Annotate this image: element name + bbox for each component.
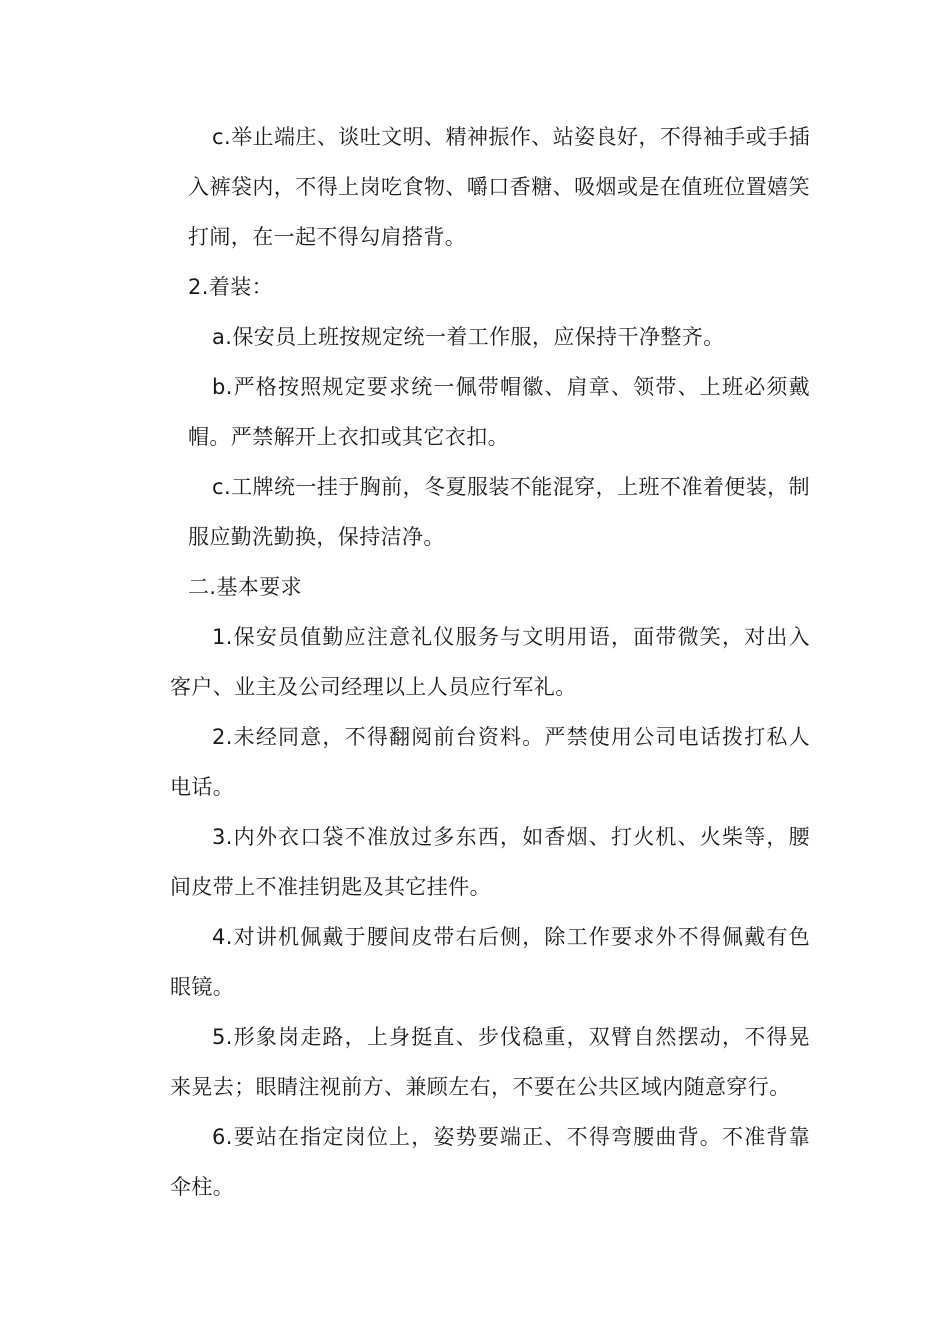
paragraph-requirement-1: 1.保安员值勤应注意礼仪服务与文明用语，面带微笑，对出入客户、业主及公司经理以上人员应行军礼。 — [170, 625, 810, 699]
paragraph-requirement-3: 3.内外衣口袋不准放过多东西，如香烟、打火机、火柴等，腰间皮带上不准挂钥匙及其它挂件。 — [170, 825, 810, 899]
paragraph-attire-c: c.工牌统一挂于胸前，冬夏服装不能混穿，上班不准着便装，制服应勤洗勤换，保持洁净。 — [188, 475, 810, 549]
heading-basic-requirements: 二.基本要求 — [188, 575, 303, 599]
heading-attire: 2.着装： — [188, 275, 274, 299]
paragraph-attire-b: b.严格按照规定要求统一佩带帽徽、肩章、领带、上班必须戴帽。严禁解开上衣扣或其它衣扣。 — [188, 375, 810, 449]
paragraph-requirement-4: 4.对讲机佩戴于腰间皮带右后侧，除工作要求外不得佩戴有色眼镜。 — [170, 925, 810, 999]
paragraph-requirement-6: 6.要站在指定岗位上，姿势要端正、不得弯腰曲背。不准背靠伞柱。 — [170, 1125, 810, 1199]
paragraph-requirement-5: 5.形象岗走路，上身挺直、步伐稳重，双臂自然摆动，不得晃来晃去；眼睛注视前方、兼顾左右，不要在公共区域内随意穿行。 — [170, 1025, 810, 1099]
paragraph-requirement-2: 2.未经同意，不得翻阅前台资料。严禁使用公司电话拨打私人电话。 — [170, 725, 810, 799]
paragraph-attire-a: a.保安员上班按规定统一着工作服，应保持干净整齐。 — [212, 325, 725, 349]
paragraph-conduct-c: c.举止端庄、谈吐文明、精神振作、站姿良好，不得袖手或手插入裤袋内，不得上岗吃食物、嚼口香糖、吸烟或是在值班位置嬉笑打闹，在一起不得勾肩搭背。 — [188, 125, 810, 249]
